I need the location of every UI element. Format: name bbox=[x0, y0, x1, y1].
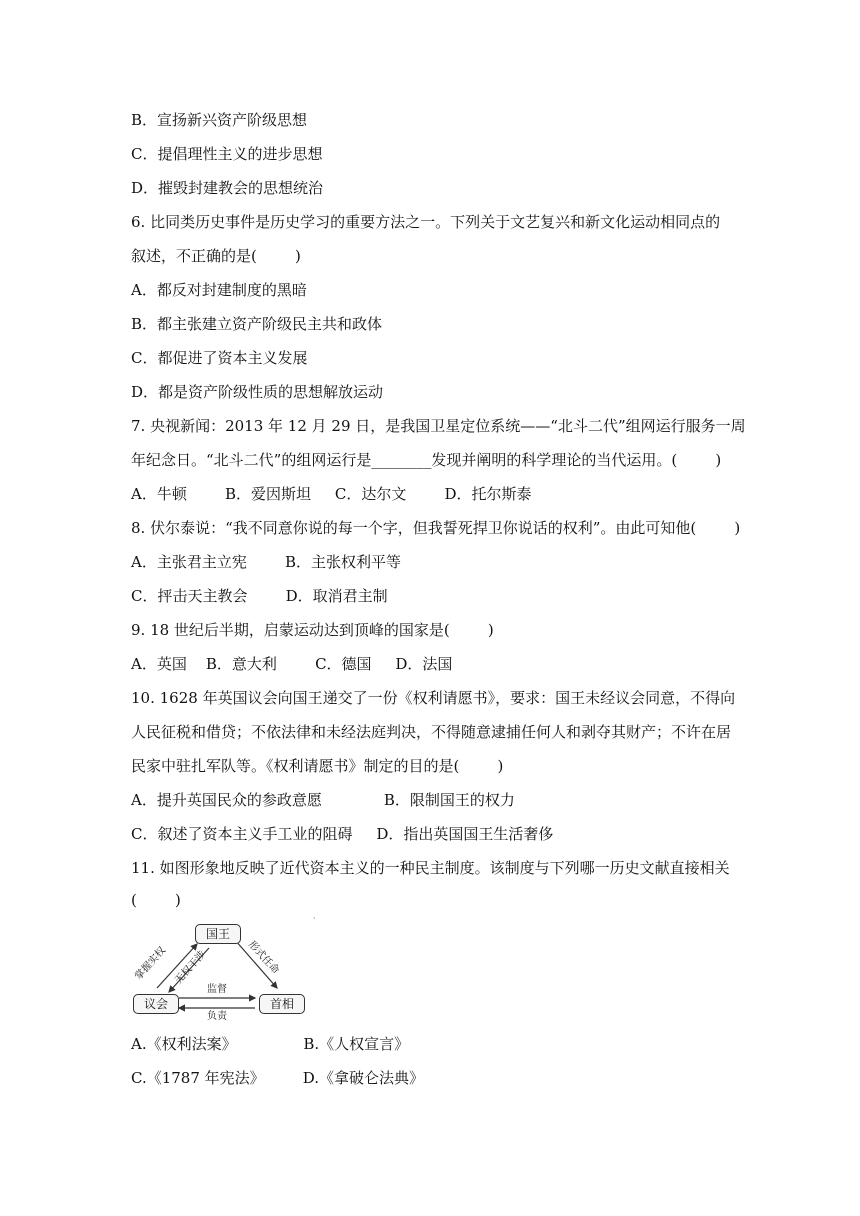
q6-stem-line2: 叙述，不正确的是( ) bbox=[131, 247, 301, 265]
q6-option-d: D．都是资产阶级性质的思想解放运动 bbox=[131, 383, 384, 401]
q8-options-ab: A．主张君主立宪 B．主张权利平等 bbox=[131, 553, 402, 571]
q9-stem: 9. 18 世纪后半期，启蒙运动达到顶峰的国家是( ) bbox=[131, 621, 494, 639]
q5-option-c: C．提倡理性主义的进步思想 bbox=[131, 145, 323, 163]
q10-stem-line2: 人民征税和借贷；不依法律和未经法庭判决，不得随意逮捕任何人和剥夺其财产；不许在居 bbox=[131, 723, 732, 741]
q5-option-d: D．摧毁封建教会的思想统治 bbox=[131, 179, 324, 197]
q11-stem-line1: 11. 如图形象地反映了近代资本主义的一种民主制度。该制度与下列哪一历史文献直接相关 bbox=[131, 859, 730, 877]
q10-options-ab: A．提升英国民众的参政意愿 B．限制国王的权力 bbox=[131, 791, 515, 809]
label-nominal-appointment: 形式任命 bbox=[245, 939, 281, 977]
king-box: 国王 bbox=[195, 924, 241, 944]
q10-stem-line1: 10. 1628 年英国议会向国王递交了一份《权利请愿书》，要求：国王未经议会同意，不得向 bbox=[131, 689, 736, 707]
q10-options-cd: C．叙述了资本主义手工业的阻碍 D．指出英国国王生活奢侈 bbox=[131, 825, 554, 843]
q7-options: A．牛顿 B．爱因斯坦 C．达尔文 D．托尔斯泰 bbox=[131, 485, 532, 503]
q6-option-a: A．都反对封建制度的黑暗 bbox=[131, 281, 307, 299]
constitutional-monarchy-diagram bbox=[131, 918, 311, 1022]
q6-stem-line1: 6. 比同类历史事件是历史学习的重要方法之一。下列关于文艺复兴和新文化运动相同点的 bbox=[131, 213, 721, 231]
label-holds-power: 掌握实权 bbox=[133, 945, 169, 983]
q8-options-cd: C．抨击天主教会 D．取消君主制 bbox=[131, 587, 388, 605]
q7-stem-line1: 7. 央视新闻：2013 年 12 月 29 日，是我国卫星定位系统——“北斗二代”组网运行服务一周 bbox=[131, 417, 746, 435]
label-supervise: 监督 bbox=[207, 984, 227, 995]
q5-option-b: B．宣扬新兴资产阶级思想 bbox=[131, 111, 308, 129]
q8-stem: 8. 伏尔泰说：“我不同意你说的每一个字，但我誓死捍卫你说话的权利”。由此可知他( ) bbox=[131, 519, 741, 537]
q6-option-b: B．都主张建立资产阶级民主共和政体 bbox=[131, 315, 383, 333]
q11-stem-line2: ( ) bbox=[131, 891, 181, 909]
stray-dot: · bbox=[313, 914, 316, 923]
parliament-box: 议会 bbox=[133, 994, 179, 1014]
q6-option-c: C．都促进了资本主义发展 bbox=[131, 349, 308, 367]
q10-stem-line3: 民家中驻扎军队等。《权利请愿书》制定的目的是( ) bbox=[131, 757, 504, 775]
q9-options: A．英国 B．意大利 C．德国 D．法国 bbox=[131, 655, 453, 673]
label-no-interference: 无权干涉 bbox=[173, 949, 209, 987]
q7-stem-line2: 年纪念日。“北斗二代”的组网运行是________发现并阐明的科学理论的当代运用。( ) bbox=[131, 451, 722, 469]
label-responsible: 负责 bbox=[207, 1011, 227, 1022]
q11-options-cd: C.《1787 年宪法》 D.《拿破仑法典》 bbox=[131, 1069, 425, 1087]
q11-options-ab: A.《权利法案》 B.《人权宣言》 bbox=[131, 1035, 410, 1053]
prime-minister-box: 首相 bbox=[259, 994, 305, 1014]
